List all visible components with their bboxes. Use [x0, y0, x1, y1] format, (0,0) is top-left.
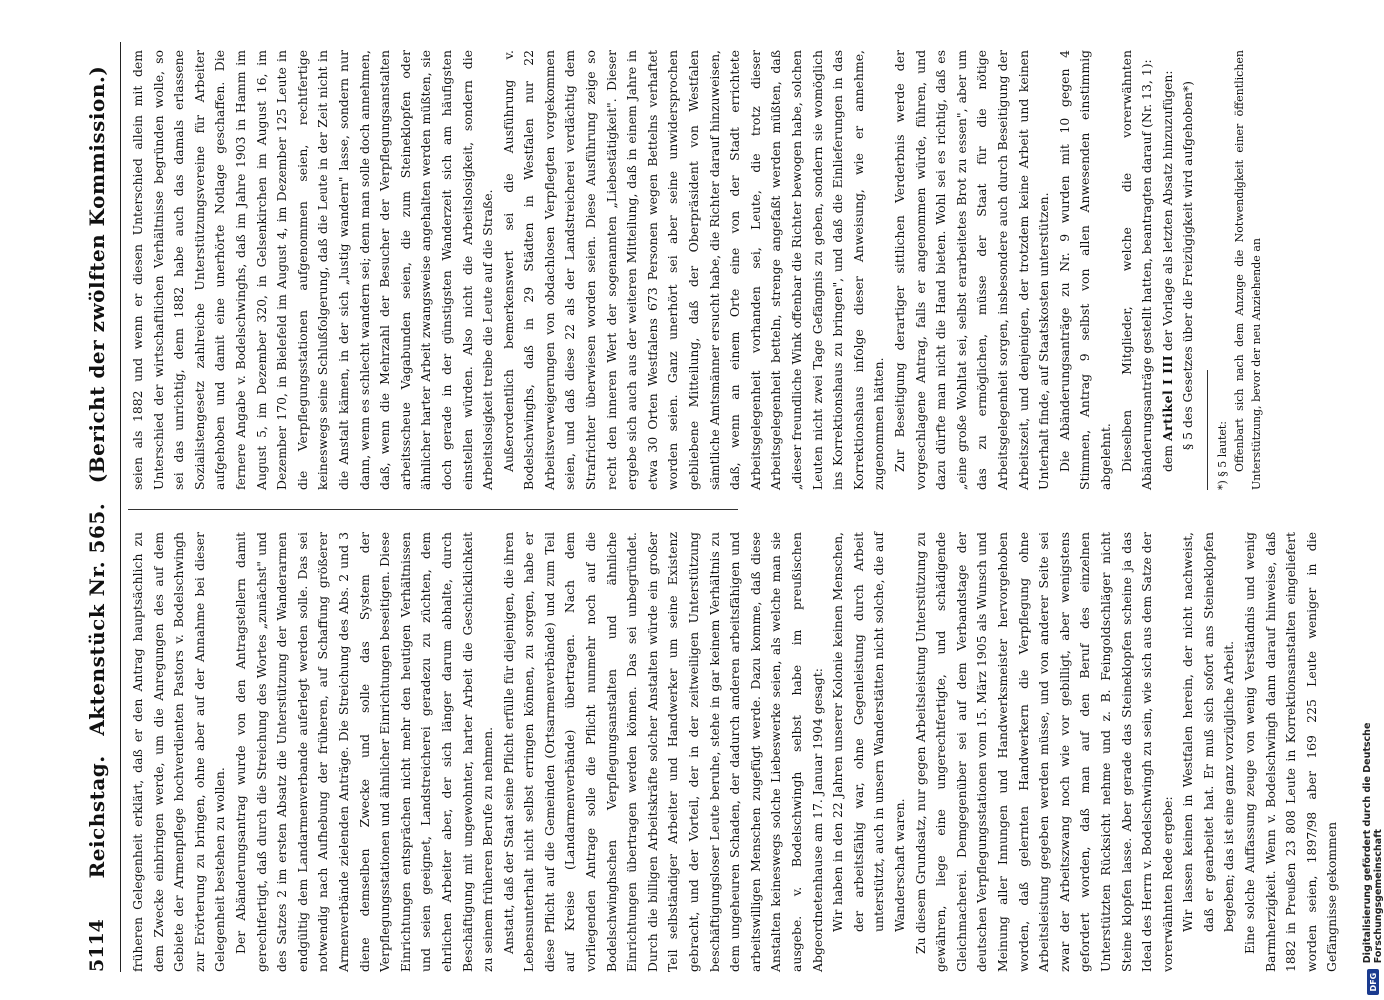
article-suffix: der Vorlage als letzten Absatz hinzuzufügen: [1159, 70, 1175, 352]
quote-bodelschwingh-2: Wir lassen keinen in Westfalen herein, der nicht nachweist, daß er gearbeitet hat. Er muß sich sofort ans Steineklopfen begeben; das ist eine ganz vorzügliche Arbeit. [1180, 532, 1237, 932]
left-paragraph-1: früheren Gelegenheit erklärt, daß er den Antrag hauptsächlich zu dem Zwecke einbringen werde, um die Anregungen des auf dem Gebiete der Armenpflege hochverdienten Pastors v. Bodelschwingh zur Erörterung zu bringen, ohne aber auf der Annahme bei dieser Gelegenheit bestehen zu wollen. [130, 532, 228, 972]
right-paragraph-3: Zur Beseitigung derartiger sittlichen Verderbnis werde der vorgeschlagene Antrag, falls er angenommen würde, führen, und dazu dürfte man nicht die Hand bieten. Wohl sei es richtig, daß es „eine große Wohltat sei, selbst erarbeitetes Brot zu essen", aber um das zu ermöglichen, müsse der Staat für die nötige Arbeitsgelegenheit sorgen, insbesondere auch durch Beseitigung der Arbeitszeit, und denjenigen, der trotzdem keine Arbeit und keinen Unterhalt finde, auf Staatskosten unterstützen. [891, 50, 1052, 490]
footnote-rule [1207, 370, 1208, 490]
quote-bodelschwingh-1: Wir haben in den 22 Jahren unserer Kolonie keinen Menschen, der arbeitsfähig war, ohne Gegenleistung durch Arbeit unterstützt, auch in unsern Wanderstätten nicht solche, die auf Wanderschaft waren. [830, 532, 907, 932]
header-rule [120, 42, 121, 972]
left-paragraph-3: Anstatt, daß der Staat seine Pflicht erfülle für diejenigen, die ihren Lebensunterhalt nicht selbst erringen können, zu sorgen, habe er diese Pflicht auf die Gemeinden (Ortsarmenverbände) und zum Teil auf Kreise (Landarmenverbände) übertragen. Nach dem vorliegenden Antrage solle die Pflicht nunmehr noch auf die Bodelschwinghschen Verpflegungsanstalten und ähnliche Einrichtungen übertragen werden können. Das sei unbegründet. Durch die billigen Arbeitskräfte solcher Anstalten würde ein großer Teil selbständiger Arbeiter und Handwerker um seine Existenz gebracht, und der Vorteil, der in der zeitweiligen Unterstützung beschäftigungsloser Leute beruhe, stehe in gar keinem Verhältnis zu dem ungeheuren Schaden, der dadurch anderen arbeitsfähigen und arbeitswilligen Menschen zugefügt werde. Dazu komme, daß diese Anstalten keineswegs solche Liebeswerke seien, als welche man sie ausgebe. v. Bodelschwingh selbst habe im preußischen Abgeordnetenhause am 17. Januar 1904 gesagt: [500, 532, 825, 972]
left-column [128, 532, 1340, 972]
right-paragraph-2: Außerordentlich bemerkenswert sei die Ausführung v. Bodelschwinghs, daß in 29 Städten in Westfalen nur 22 Arbeitsverweigerungen von obdachlosen Verpflegten vorgekommen seien, und daß diese 22 als der Landstreicherei verdächtig dem Strafrichter überwiesen worden seien. Diese Ausführung zeige so recht den inneren Wert der sogenannten „Liebestätigkeit". Dieser ergebe sich auch aus der weiteren Mitteilung, daß in einem Jahre in etwa 30 Orten Westfalens 673 Personen wegen Bettelns verhaftet worden seien. Ganz unerhört sei aber seine unwidersprochen gebliebene Mitteilung, daß der Oberpräsident von Westfalen sämtliche Amtsmänner ersucht habe, die Richter darauf hinzuweisen, daß, wenn an einem Orte eine von der Stadt errichtete Arbeitsgelegenheit vorhanden sei, Leute, die trotz dieser Arbeitsgelegenheit betteln, strenge angefaßt werden müßten, daß „dieser freundliche Wink offenbar die Richter bewogen habe, solchen Leuten nicht zwei Tage Gefängnis zu geben, sondern sie womöglich ins Korrektionshaus zu bringen", und daß die Einlieferungen in das Korrektionshaus infolge dieser Anweisung, wie er annehme, zugenommen hätten. [500, 50, 887, 490]
left-paragraph-4: Zu diesem Grundsatz, nur gegen Arbeitsleistung Unterstützung zu gewähren, liege eine ungerechtfertigte, und schädigende Gleichmacherei. Demgegenüber sei auf dem Verbandstage der deutschen Verpflegungsstationen vom 15. März 1905 als Wunsch und Meinung aller Innungen und Handwerksmeister hervorgehoben worden, daß gelernten Handwerkern die Verpflegung ohne Arbeitsleistung gegeben werden müsse, und von anderer Seite sei zwar der Arbeitszwang noch wie vor gebilligt, aber wenigstens gefordert worden, daß man auf den Beruf des einzelnen Unterstützten Rücksicht nehme und z. B. Feingoldschläger nicht Steine klopfen lasse. Aber gerade das Steineklopfen scheine ja das Ideal des Herrn v. Bodelschwingh zu sein, wie sich aus dem Satze der vorerwähnten Rede ergebe: [912, 532, 1175, 972]
footnote-text: Offenbart sich nach dem Anzuge die Notwendigkeit einer öffentlichen Unterstützung, bevor der neu Anziehende an [1232, 50, 1263, 490]
paragraph-5-repeal: § 5 des Gesetzes über die Freizügigkeit wird aufgehoben*) [1180, 80, 1196, 450]
column-divider [128, 509, 738, 510]
right-column [128, 50, 1263, 490]
header-reichstag: Reichstag. [85, 755, 109, 879]
digitization-credit-text: Digitalisierung gefördert durch die Deutsche Forschungsgemeinschaft [1362, 722, 1384, 964]
left-paragraph-2: Der Abänderungsantrag wurde von den Antragstellern damit gerechtfertigt, daß durch die Streichung des Wortes „zunächst" und des Satzes 2 im ersten Absatz die Unterstützung der Wanderarmen endgültig dem Landarmenverbande auferlegt werden solle. Das sei notwendig nach Aufhebung der früheren, auf Schaffung größerer Armenverbände zielenden Anträge. Die Streichung des Abs. 2 und 3 diene demselben Zwecke und solle das System der Verpflegungsstationen und ähnlicher Einrichtungen beseitigen. Diese Einrichtungen entsprächen nicht mehr den heutigen Verhältnissen und seien geeignet, Landstreicherei geradezu zu züchten, dem ehrlichen Arbeiter aber, der sich länger darum abhalte, durch Beschäftigung mit ungewohnter, harter Arbeit die Geschicklichkeit zu seinem früheren Berufe zu nehmen. [232, 532, 496, 972]
left-paragraph-5: Eine solche Auffassung zeuge von wenig Verständnis und wenig Barmherzigkeit. Wenn v. Bodelschwingh dann darauf hinweise, daß 1882 in Preußen 23 808 Leute in Korrektionsanstalten eingeliefert worden seien, 1897/98 aber 169 225 Leute weniger in die Gefängnisse gekommen [1242, 532, 1340, 972]
header-bericht: (Bericht der zwölften Kommission.) [85, 65, 109, 484]
dfg-logo: DFG [1367, 969, 1379, 995]
article-prefix: dem [1159, 444, 1175, 472]
article-number: Artikel I III [1159, 354, 1175, 442]
page-number: 5114 [86, 919, 108, 972]
article-amendment [1158, 50, 1179, 490]
document-page [80, 40, 1340, 990]
page-header [80, 42, 114, 972]
right-paragraph-1: seien als 1882 und wenn er diesen Unterschied allein mit dem Unterschied der wirtschaftlichen Verhältnisse begründen wolle, so sei das unrichtig, denn 1882 habe auch das damals erlassene Sozialistengesetz zahlreiche Unterstützungsvereine für Arbeiter aufgehoben und damit eine unerhörte Notlage geschaffen. Die fernere Angabe v. Bodelschwinghs, daß im Jahre 1903 in Hamm im August 5, im Dezember 320, in Gelsenkirchen im August 16, im Dezember 170, in Bielefeld im August 4, im Dezember 125 Leute in die Verpflegungsstationen aufgenommen seien, rechtfertige keineswegs seine Schlußfolgerung, daß die Leute in der Zeit nicht in die Anstalt kämen, in der sich „lustig wandern" lasse, sondern nur dann, wenn es schlecht wandern sei; denn man solle doch annehmen, daß, wenn die Mehrzahl der Besucher der Verpflegungsanstalten arbeitsscheue Vagabunden seien, die zum Steineklopfen oder ähnlicher harter Arbeit zwangsweise angehalten werden müßten, sie doch gerade in der günstigsten Wanderzeit sich am häufigsten einstellen würden. Also nicht die Arbeitslosigkeit, sondern die Arbeitslosigkeit treibe die Leute auf die Straße. [130, 50, 496, 490]
right-paragraph-5: Dieselben Mitglieder, welche die vorerwähnten Abänderungsanträge gestellt hatten, beantragten darauf (Nr. 13, 1): [1118, 50, 1155, 490]
footnote-mark: *) § 5 lautet: [1215, 421, 1229, 490]
header-title [85, 42, 109, 902]
digitization-credit [1362, 615, 1384, 995]
header-aktenstueck: Aktenstück Nr. 565. [85, 502, 109, 736]
right-paragraph-4: Die Abänderungsanträge zu Nr. 9 wurden mit 10 gegen 4 Stimmen, Antrag 9 selbst von allen Anwesenden einstimmig abgelehnt. [1056, 50, 1113, 490]
